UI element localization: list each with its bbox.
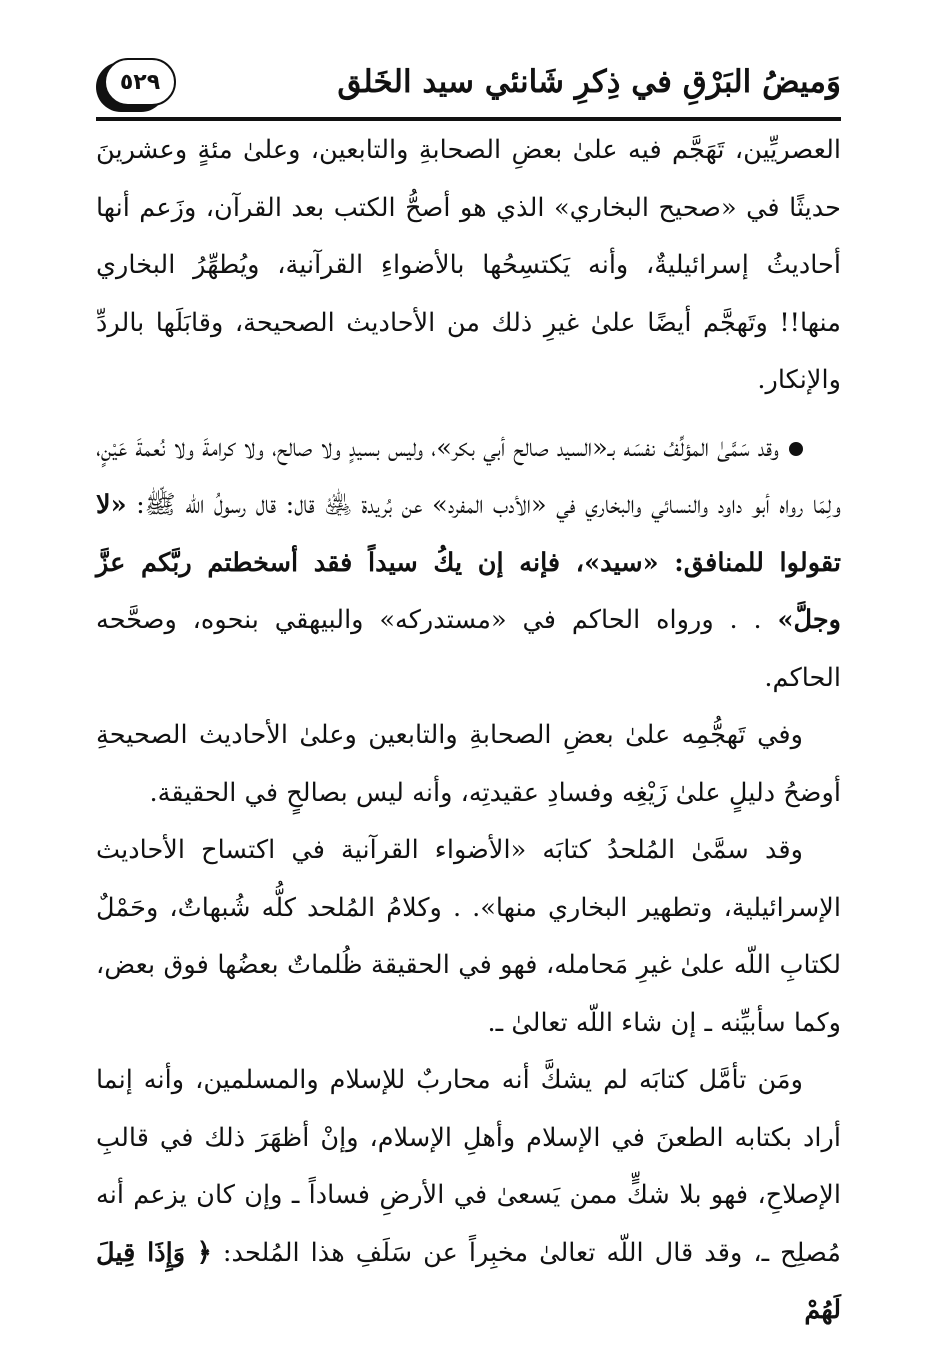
paragraph-4: وقد سمَّىٰ المُلحدُ كتابَه «الأضواء القرآنية في اكتساح الأحاديث الإسرائيلية، وتطهير البخاري منها». . وكلامُ المُلحد كلُّه شُبهاتٌ، وحَمْلٌ لكتابِ اللّه علىٰ غيرِ مَحامله، فهو في الحقيقة ظُلماتٌ بعضُها فوق بعض، وكما سأبيِّنه ـ إن شاء اللّه تعالىٰ ـ. [96,835,841,1038]
quran-quote: ﴿ وَإِذَا قِيلَ لَهُمْ [96,1237,841,1325]
paragraph-2 [96,420,841,708]
running-title: وَميضُ البَرْقِ في ذِكرِ شَانئي سيد الخَلق [337,64,841,100]
paragraph-3: وفي تَهجُّمِه علىٰ بعضِ الصحابةِ والتابعين وعلىٰ الأحاديث الصحيحةِ أوضحُ دليلٍ علىٰ زَيْغِه وفسادِ عقيدتِه، وأنه ليس بصالحٍ في الحقيقة. [96,720,841,808]
page-number: ٥٢٩ [104,58,176,106]
paragraph-1: العصريِّين، تَهَجَّم فيه علىٰ بعضِ الصحابةِ والتابعين، وعلىٰ مئةٍ وعشرينَ حديثًا في «صحيح البخاري» الذي هو أصحُّ الكتب بعد القرآن، وزَعم أنها أحاديثُ إسرائيليةٌ، وأنه يَكتسِحُها بالأضواءِ القرآنية، ويُطهِّرُ البخاري منها!! وتَهجَّم أيضًا علىٰ غيرِ ذلك من الأحاديث الصحيحة، وقابَلَها بالردِّ والإنكار. [96,135,841,395]
paragraph-2-text-a: وقد سَمَّىٰ المؤلِّفُ نفسَه بـ«السيد صالح أبي بكر»، وليس بسيدٍ ولا صالح، ولا كرامةَ ولا نُعمةَ عَيْنٍ، ولِمَا رواه أبو داود والنسائي والبخاري في «الأدب المفرد» عن بُريدة ﵁ قال: قال رسولُ اللّه ﷺ: [96,432,841,520]
page-header [96,52,841,120]
paragraph-5 [96,1052,841,1340]
body-text [96,122,841,1340]
hadith-quote: «لا تقولوا للمنافق: «سيد»، فإنه إن يكُ سيداً فقد أسخطتم ربَّكم عزَّ وجلَّ» [96,490,842,635]
paragraph-2-text-b: . . ورواه الحاكم في «مستدركه» والبيهقي بنحوه، وصحَّحه الحاكم. [96,605,841,693]
paragraph-5-text: ومَن تأمَّل كتابَه لم يشكَّ أنه محاربٌ للإسلام والمسلمين، وأنه إنما أراد بكتابه الطعنَ في الإسلام وأهلِ الإسلام، وإنْ أظهَرَ ذلك في قالبِ الإصلاحِ، فهو بلا شكٍّ ممن يَسعىٰ في الأرضِ فساداً ـ وإن كان يزعم أنه مُصلِح ـ، وقد قال اللّه تعالىٰ مخبِراً عن سَلَفِ هذا المُلحد: [96,1065,841,1268]
bullet-icon [789,442,803,456]
header-divider [96,117,841,121]
